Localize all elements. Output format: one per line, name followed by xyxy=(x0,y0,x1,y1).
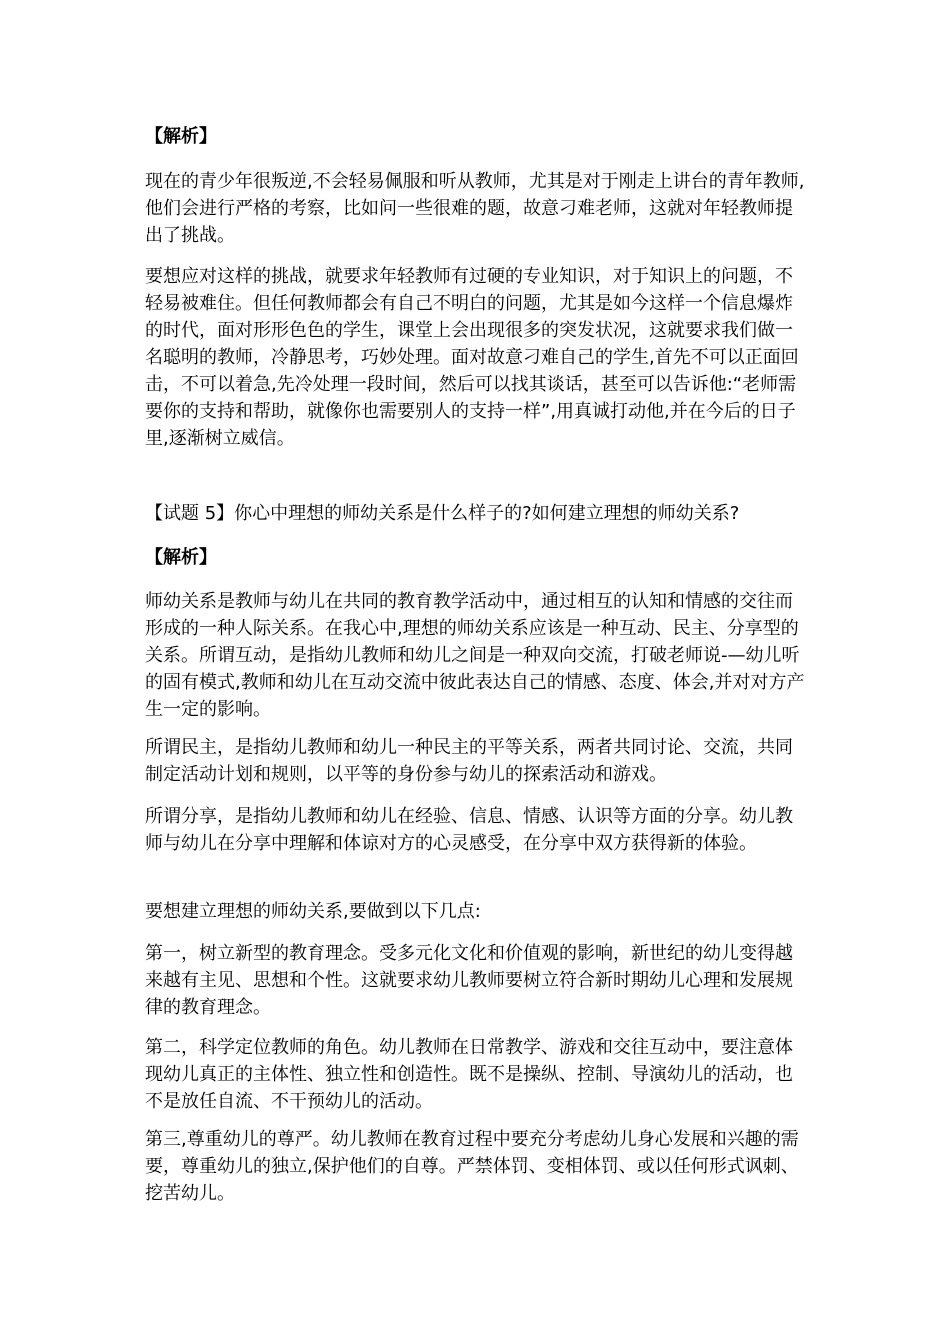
question-5-title: 【试题 5】你心中理想的师幼关系是什么样子的?如何建立理想的师幼关系? xyxy=(145,503,740,524)
paragraph-point-1: 第一，树立新型的教育理念。受多元化文化和价值观的影响，新世纪的幼儿变得越来越有主见、思想和个性。这就要求幼儿教师要树立符合新时期幼儿心理和发展规律的教育理念。 xyxy=(145,943,793,1018)
analysis-heading-2: 【解析】 xyxy=(145,547,217,568)
paragraph-democracy: 所谓民主，是指幼儿教师和幼儿一种民主的平等关系，两者共同讨论、交流，共同制定活动计划和规则，以平等的身份参与幼儿的探索活动和游戏。 xyxy=(145,737,793,785)
paragraph-point-2: 第二，科学定位教师的角色。幼儿教师在日常教学、游戏和交往互动中，要注意体现幼儿真正的主体性、独立性和创造性。既不是操纵、控制、导演幼儿的活动，也不是放任自流、不干预幼儿的活动。 xyxy=(145,1037,793,1112)
paragraph-how-to-build: 要想建立理想的师幼关系,要做到以下几点: xyxy=(145,901,481,922)
paragraph-point-3: 第三,尊重幼儿的尊严。幼儿教师在教育过程中要充分考虑幼儿身心发展和兴趣的需要，尊重幼儿的独立,保护他们的自尊。严禁体罚、变相体罚、或以任何形式讽刺、挖苦幼儿。 xyxy=(145,1129,799,1204)
paragraph-teenagers-rebellious: 现在的青少年很叛逆,不会轻易佩服和听从教师，尤其是对于刚走上讲台的青年教师,他们会进行严格的考察，比如问一些很难的题，故意刁难老师，这就对年轻教师提出了挑战。 xyxy=(145,171,805,246)
paragraph-respond-challenge: 要想应对这样的挑战，就要求年轻教师有过硬的专业知识，对于知识上的问题，不轻易被难住。但任何教师都会有自己不明白的问题，尤其是如今这样一个信息爆炸的时代，面对形形色色的学生，课堂上会出现很多的突发状况，这就要求我们做一名聪明的教师，冷静思考，巧妙处理。面对故意刁难自己的学生,首先不可以正面回击，不可以着急,先冷处理一段时间，然后可以找其谈话，甚至可以告诉他:“老师需要你的支持和帮助，就像你也需要别人的支持一样”,用真诚打动他,并在今后的日子里,逐渐树立威信。 xyxy=(145,266,799,449)
analysis-heading-1: 【解析】 xyxy=(145,126,217,147)
paragraph-sharing: 所谓分享，是指幼儿教师和幼儿在经验、信息、情感、认识等方面的分享。幼儿教师与幼儿在分享中理解和体谅对方的心灵感受，在分享中双方获得新的体验。 xyxy=(145,806,793,854)
paragraph-teacher-child-relationship: 师幼关系是教师与幼儿在共同的教育教学活动中，通过相互的认知和情感的交往而形成的一种人际关系。在我心中,理想的师幼关系应该是一种互动、民主、分享型的关系。所谓互动，是指幼儿教师和幼儿之间是一种双向交流，打破老师说-—幼儿听的固有模式,教师和幼儿在互动交流中彼此表达自己的情感、态度、体会,并对对方产生一定的影响。 xyxy=(145,591,805,720)
